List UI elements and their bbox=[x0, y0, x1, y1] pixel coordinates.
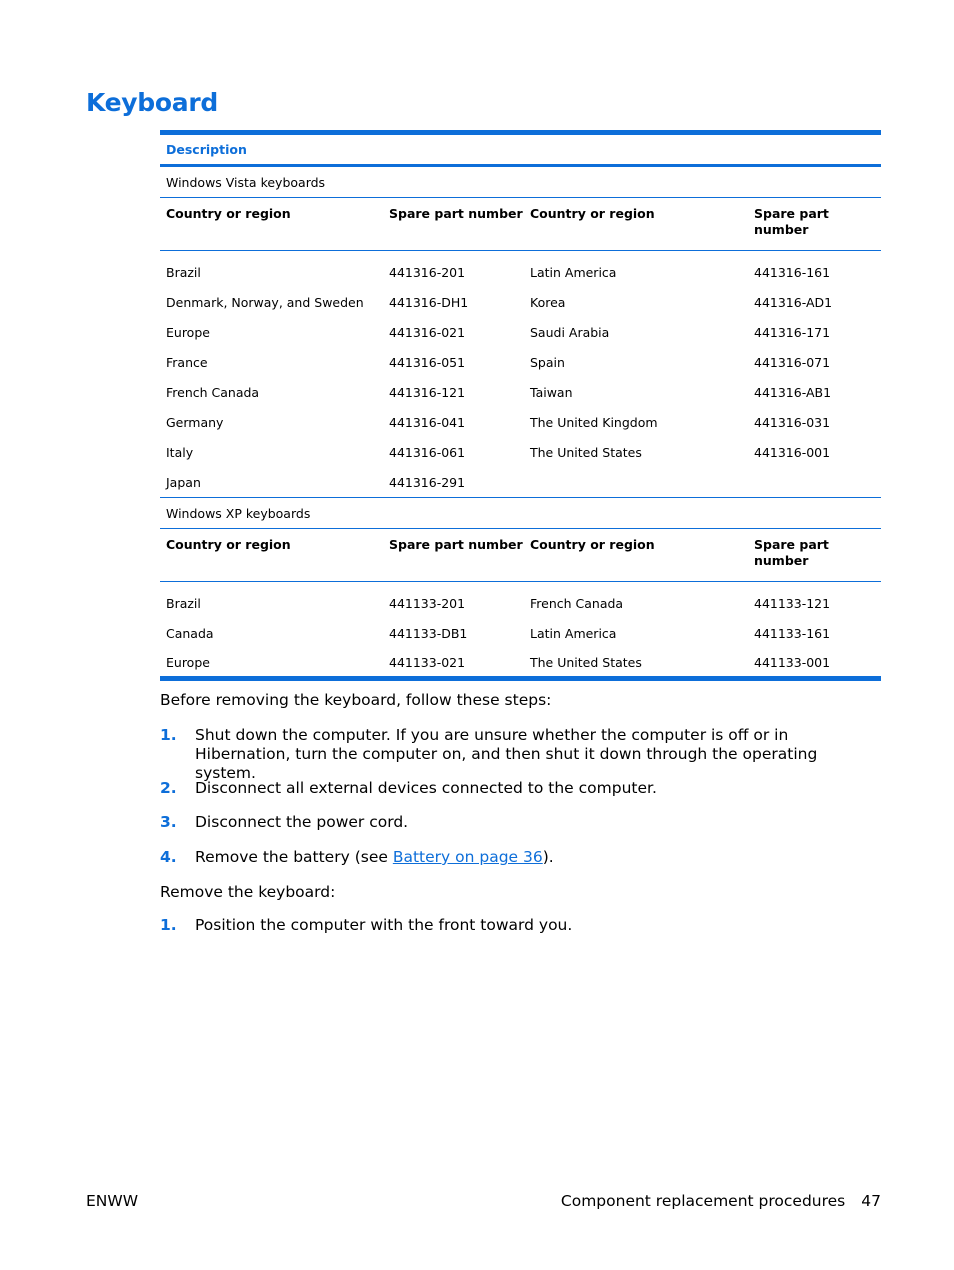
column-header: Country or region bbox=[160, 529, 383, 582]
table-cell: Latin America bbox=[530, 264, 617, 280]
table-row bbox=[160, 648, 881, 679]
table-row bbox=[160, 437, 881, 467]
step-number: 1. bbox=[160, 726, 177, 744]
table-cell: Europe bbox=[166, 654, 210, 670]
step-text: Disconnect the power cord. bbox=[195, 813, 409, 831]
table-row bbox=[160, 251, 881, 288]
keyboard-spare-parts-table bbox=[160, 130, 881, 681]
column-header: Spare part number bbox=[383, 529, 524, 582]
remove-heading: Remove the keyboard: bbox=[160, 883, 336, 901]
column-header: Spare part number bbox=[383, 198, 524, 251]
column-header: Spare part number bbox=[748, 529, 881, 582]
table-cell: Europe bbox=[166, 324, 210, 340]
table-cell: 441316-021 bbox=[389, 324, 466, 340]
step-text: Position the computer with the front toward you. bbox=[195, 916, 573, 934]
table-cell: The United States bbox=[530, 654, 642, 670]
table-cell: Japan bbox=[166, 474, 201, 490]
step-2 bbox=[160, 779, 872, 798]
table-cell: 441316-041 bbox=[389, 414, 466, 430]
table-cell: 441133-021 bbox=[389, 654, 466, 670]
step-3 bbox=[160, 813, 872, 832]
section-row-xp bbox=[160, 498, 881, 529]
battery-page-link[interactable]: Battery on page 36 bbox=[392, 848, 543, 866]
column-header-row bbox=[160, 198, 881, 251]
column-header: Spare part number bbox=[748, 198, 881, 251]
remove-step-1 bbox=[160, 916, 872, 935]
table-cell: Korea bbox=[530, 294, 566, 310]
table-cell: The United States bbox=[530, 444, 642, 460]
footer-right bbox=[561, 1192, 881, 1210]
table-row bbox=[160, 407, 881, 437]
table-row bbox=[160, 317, 881, 347]
table-cell: Denmark, Norway, and Sweden bbox=[166, 294, 364, 310]
table-cell: The United Kingdom bbox=[530, 414, 658, 430]
table-cell: 441316-171 bbox=[754, 324, 831, 340]
table-cell: Taiwan bbox=[530, 384, 573, 400]
table-cell: 441316-071 bbox=[754, 354, 831, 370]
step-text: Disconnect all external devices connected to the computer. bbox=[195, 779, 657, 797]
section-row-vista bbox=[160, 166, 881, 198]
table-cell: 441316-DH1 bbox=[389, 294, 469, 310]
table-cell: 441316-121 bbox=[389, 384, 466, 400]
table-cell: 441316-001 bbox=[754, 444, 831, 460]
column-header: Country or region bbox=[524, 198, 748, 251]
table-cell bbox=[748, 467, 881, 498]
table-row bbox=[160, 467, 881, 498]
step-text-before: Remove the battery (see bbox=[195, 848, 393, 866]
table-description-row bbox=[160, 133, 881, 166]
step-text: Shut down the computer. If you are unsure whether the computer is off or in Hibernation, turn the computer on, and then shut it down through the operating system. bbox=[195, 726, 818, 782]
page-number: 47 bbox=[861, 1192, 881, 1210]
table-cell: 441133-201 bbox=[389, 595, 466, 611]
table-row bbox=[160, 377, 881, 407]
table-cell: 441133-161 bbox=[754, 625, 831, 641]
table-cell: Brazil bbox=[166, 264, 201, 280]
table-row bbox=[160, 347, 881, 377]
step-text-after: ). bbox=[542, 848, 554, 866]
column-header-row bbox=[160, 529, 881, 582]
table-cell: Italy bbox=[166, 444, 194, 460]
column-header: Country or region bbox=[160, 198, 383, 251]
table-cell: French Canada bbox=[530, 595, 624, 611]
table-cell: France bbox=[166, 354, 208, 370]
table-cell: 441316-AB1 bbox=[754, 384, 832, 400]
step-number: 1. bbox=[160, 916, 177, 934]
step-4 bbox=[160, 848, 872, 867]
table-cell: 441316-051 bbox=[389, 354, 466, 370]
footer-section: Component replacement procedures bbox=[560, 1192, 846, 1210]
table-row bbox=[160, 618, 881, 648]
table-row bbox=[160, 287, 881, 317]
table-cell: 441316-161 bbox=[754, 264, 831, 280]
table-cell: 441316-201 bbox=[389, 264, 466, 280]
table-cell: Spain bbox=[530, 354, 565, 370]
section-title: Windows Vista keyboards bbox=[160, 166, 881, 198]
section-title: Windows XP keyboards bbox=[160, 498, 881, 529]
table-cell: 441316-291 bbox=[389, 474, 466, 490]
table-cell: 441133-001 bbox=[754, 654, 831, 670]
step-number: 3. bbox=[160, 813, 177, 831]
table-cell: French Canada bbox=[166, 384, 260, 400]
description-header: Description bbox=[160, 133, 881, 166]
step-number: 2. bbox=[160, 779, 177, 797]
step-number: 4. bbox=[160, 848, 177, 866]
table-cell: Latin America bbox=[530, 625, 617, 641]
table-cell: Canada bbox=[166, 625, 214, 641]
table-cell: 441316-061 bbox=[389, 444, 466, 460]
column-header: Country or region bbox=[524, 529, 748, 582]
step-text bbox=[195, 848, 872, 867]
table-row bbox=[160, 582, 881, 619]
table-cell: Brazil bbox=[166, 595, 201, 611]
page-title: Keyboard bbox=[86, 88, 218, 117]
intro-text: Before removing the keyboard, follow these steps: bbox=[160, 691, 552, 709]
table-cell: 441133-DB1 bbox=[389, 625, 468, 641]
table-cell: 441316-031 bbox=[754, 414, 831, 430]
table-cell: 441133-121 bbox=[754, 595, 831, 611]
step-1 bbox=[160, 726, 872, 783]
footer-left: ENWW bbox=[86, 1192, 139, 1210]
table-cell: Germany bbox=[166, 414, 224, 430]
table-cell bbox=[524, 467, 748, 498]
table-cell: 441316-AD1 bbox=[754, 294, 833, 310]
table-cell: Saudi Arabia bbox=[530, 324, 610, 340]
